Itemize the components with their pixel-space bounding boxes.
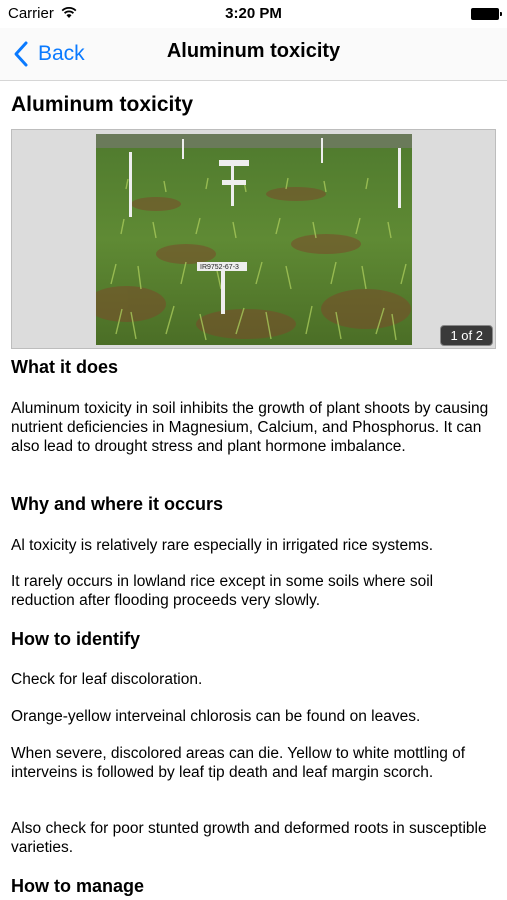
- what-it-does-paragraph: Aluminum toxicity in soil inhibits the growth of plant shoots by causing nutrient deficiencies in Magnesium, Calcium, and Phosphorus. It can also lead to drought stress and plant hormone imbalance.: [11, 400, 489, 455]
- rice-field-image: [96, 134, 412, 345]
- section-heading-how-to-manage: How to manage: [11, 876, 145, 896]
- section-heading-why-and-where: Why and where it occurs: [11, 494, 224, 514]
- nav-title: Aluminum toxicity: [166, 40, 341, 62]
- clock: 3:20 PM: [225, 5, 282, 22]
- image-counter: 1 of 2: [440, 325, 493, 346]
- status-bar: [0, 0, 507, 28]
- section-heading-how-to-identify: How to identify: [11, 629, 140, 649]
- battery-icon: [471, 8, 499, 20]
- identify-paragraph-1: Check for leaf discoloration.: [11, 671, 203, 688]
- section-heading-what-it-does: What it does: [11, 357, 118, 377]
- why-paragraph-1: Al toxicity is relatively rare especially in irrigated rice systems.: [11, 537, 434, 554]
- page-title: Aluminum toxicity: [11, 93, 194, 116]
- identify-paragraph-4: Also check for poor stunted growth and deformed roots in susceptible varieties.: [11, 820, 487, 856]
- rice-field-photo[interactable]: [96, 134, 412, 345]
- identify-paragraph-2: Orange-yellow interveinal chlorosis can be found on leaves.: [11, 708, 421, 725]
- image-gallery[interactable]: [11, 129, 496, 349]
- back-label: Back: [38, 42, 85, 65]
- sign-label: IR9752-67-3: [200, 264, 239, 271]
- navigation-bar: [0, 28, 507, 81]
- carrier-label: Carrier: [8, 5, 54, 22]
- identify-paragraph-3: When severe, discolored areas can die. Yellow to white mottling of interveins is followed by leaf tip death and leaf margin scorch.: [11, 745, 466, 781]
- why-paragraph-2: It rarely occurs in lowland rice except in some soils where soil reduction after flooding proceeds very slowly.: [11, 573, 434, 609]
